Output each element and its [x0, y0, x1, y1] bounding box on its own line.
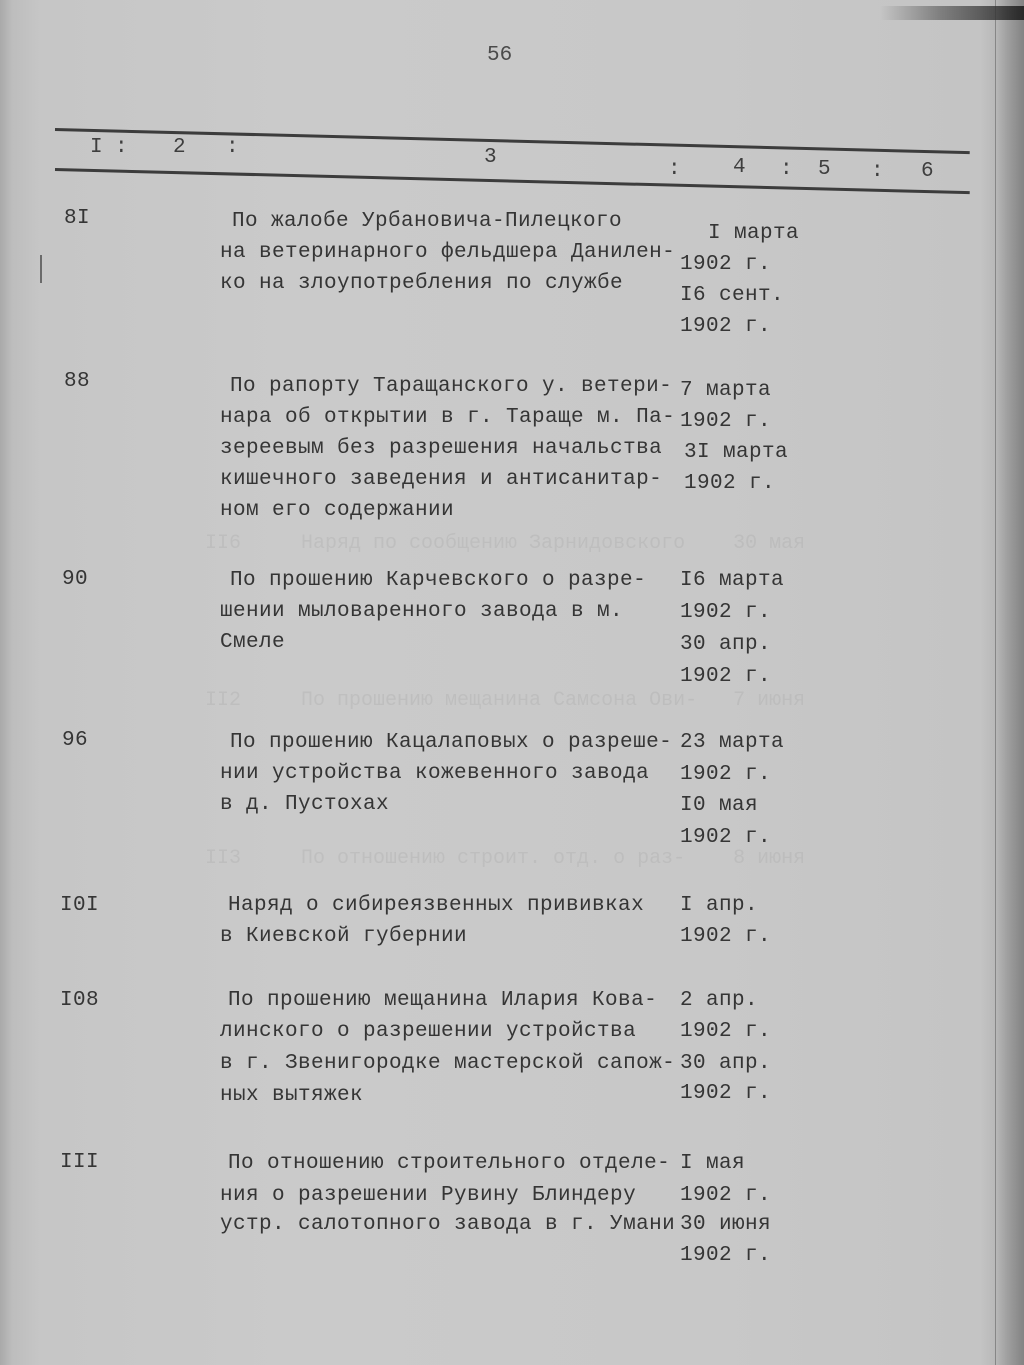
entry-description-line: По жалобе Урбановича-Пилецкого: [232, 210, 623, 233]
entry-date: 1902 г.: [680, 601, 772, 624]
margin-mark: [40, 255, 42, 283]
bleed-through-text: II6 Наряд по сообщению Зарнидовского 30 мая: [205, 532, 806, 555]
entry-date: 30 апр.: [680, 1052, 772, 1075]
entry-description-line: линского о разрешении устройства: [220, 1020, 637, 1043]
entry-date: I марта: [708, 222, 800, 245]
entry-description-line: на ветеринарного фельдшера Данилен-: [220, 241, 676, 264]
entry-date: I6 сент.: [680, 284, 785, 307]
entry-description-line: По прошению Кацалаповых о разреше-: [230, 731, 673, 754]
entry-description-line: ных вытяжек: [220, 1084, 364, 1107]
column-header-4: 4: [733, 156, 746, 179]
entry-date: I6 марта: [680, 569, 785, 592]
entry-number: 96: [62, 729, 89, 752]
entry-date: 30 июня: [680, 1213, 772, 1236]
entry-number: 8I: [64, 207, 91, 230]
entry-date: 3I марта: [684, 441, 789, 464]
entry-description-line: Наряд о сибиреязвенных прививках: [228, 894, 645, 917]
column-separator: :: [871, 160, 884, 183]
entry-date: 2 апр.: [680, 989, 759, 1012]
entry-date: 1902 г.: [680, 763, 772, 786]
bleed-through-text: II2 По прошению мещанина Самсона Ови- 7 июня: [205, 689, 806, 712]
column-header-6: 6: [921, 160, 934, 183]
entry-date: 1902 г.: [680, 665, 772, 688]
entry-description-line: ном его содержании: [220, 499, 455, 522]
entry-description-line: нара об открытии в г. Тараще м. Па-: [220, 406, 676, 429]
page-number: 56: [487, 44, 513, 67]
entry-number: 90: [62, 568, 89, 591]
header-rule-top: [55, 128, 970, 154]
entry-description-line: в д. Пустохах: [220, 793, 390, 816]
entry-description-line: ния о разрешении Рувину Блиндеру: [220, 1184, 637, 1207]
column-separator: :: [780, 158, 793, 181]
entry-number: III: [60, 1151, 100, 1174]
entry-date: I апр.: [680, 894, 759, 917]
column-header-5: 5: [818, 158, 831, 181]
entry-number: I08: [60, 989, 100, 1012]
entry-description-line: шении мыловаренного завода в м.: [220, 600, 624, 623]
entry-date: 1902 г.: [684, 472, 776, 495]
entry-number: 88: [64, 370, 91, 393]
column-separator: :: [226, 136, 239, 159]
entry-description-line: в г. Звенигородке мастерской сапож-: [220, 1052, 676, 1075]
entry-date: 1902 г.: [680, 315, 772, 338]
header-rule-bottom: [55, 168, 970, 194]
entry-date: 30 апр.: [680, 633, 772, 656]
entry-date: 1902 г.: [680, 1184, 772, 1207]
column-header-1: I: [90, 136, 103, 159]
entry-date: 1902 г.: [680, 253, 772, 276]
entry-date: I мая: [680, 1152, 746, 1175]
entry-description-line: Смеле: [220, 631, 286, 654]
column-separator: :: [115, 136, 128, 159]
entry-date: 1902 г.: [680, 1020, 772, 1043]
entry-description-line: По прошению мещанина Илария Кова-: [228, 989, 658, 1012]
entry-date: 1902 г.: [680, 925, 772, 948]
entry-description-line: По отношению строительного отделе-: [228, 1152, 671, 1175]
bleed-through-text: II3 По отношению строит. отд. о раз- 8 июня: [205, 847, 806, 870]
entry-number: I0I: [60, 894, 100, 917]
entry-description-line: устр. салотопного завода в г. Умани: [220, 1213, 676, 1236]
entry-date: 23 марта: [680, 731, 785, 754]
entry-description-line: По рапорту Таращанского у. ветери-: [230, 375, 673, 398]
entry-description-line: кишечного заведения и антисанитар-: [220, 468, 663, 491]
entry-description-line: в Киевской губернии: [220, 925, 468, 948]
entry-date: 7 марта: [680, 379, 772, 402]
page-binding-edge: [995, 0, 1024, 1365]
entry-date: 1902 г.: [680, 1244, 772, 1267]
entry-date: I0 мая: [680, 794, 759, 817]
entry-date: 1902 г.: [680, 826, 772, 849]
column-header-3: 3: [484, 146, 497, 169]
entry-description-line: зереевым без разрешения начальства: [220, 437, 663, 460]
entry-description-line: ко на злоупотребления по службе: [220, 272, 624, 295]
entry-description-line: нии устройства кожевенного завода: [220, 762, 650, 785]
entry-date: 1902 г.: [680, 410, 772, 433]
column-header-2: 2: [173, 136, 186, 159]
column-separator: :: [668, 158, 681, 181]
entry-date: 1902 г.: [680, 1082, 772, 1105]
entry-description-line: По прошению Карчевского о разре-: [230, 569, 647, 592]
